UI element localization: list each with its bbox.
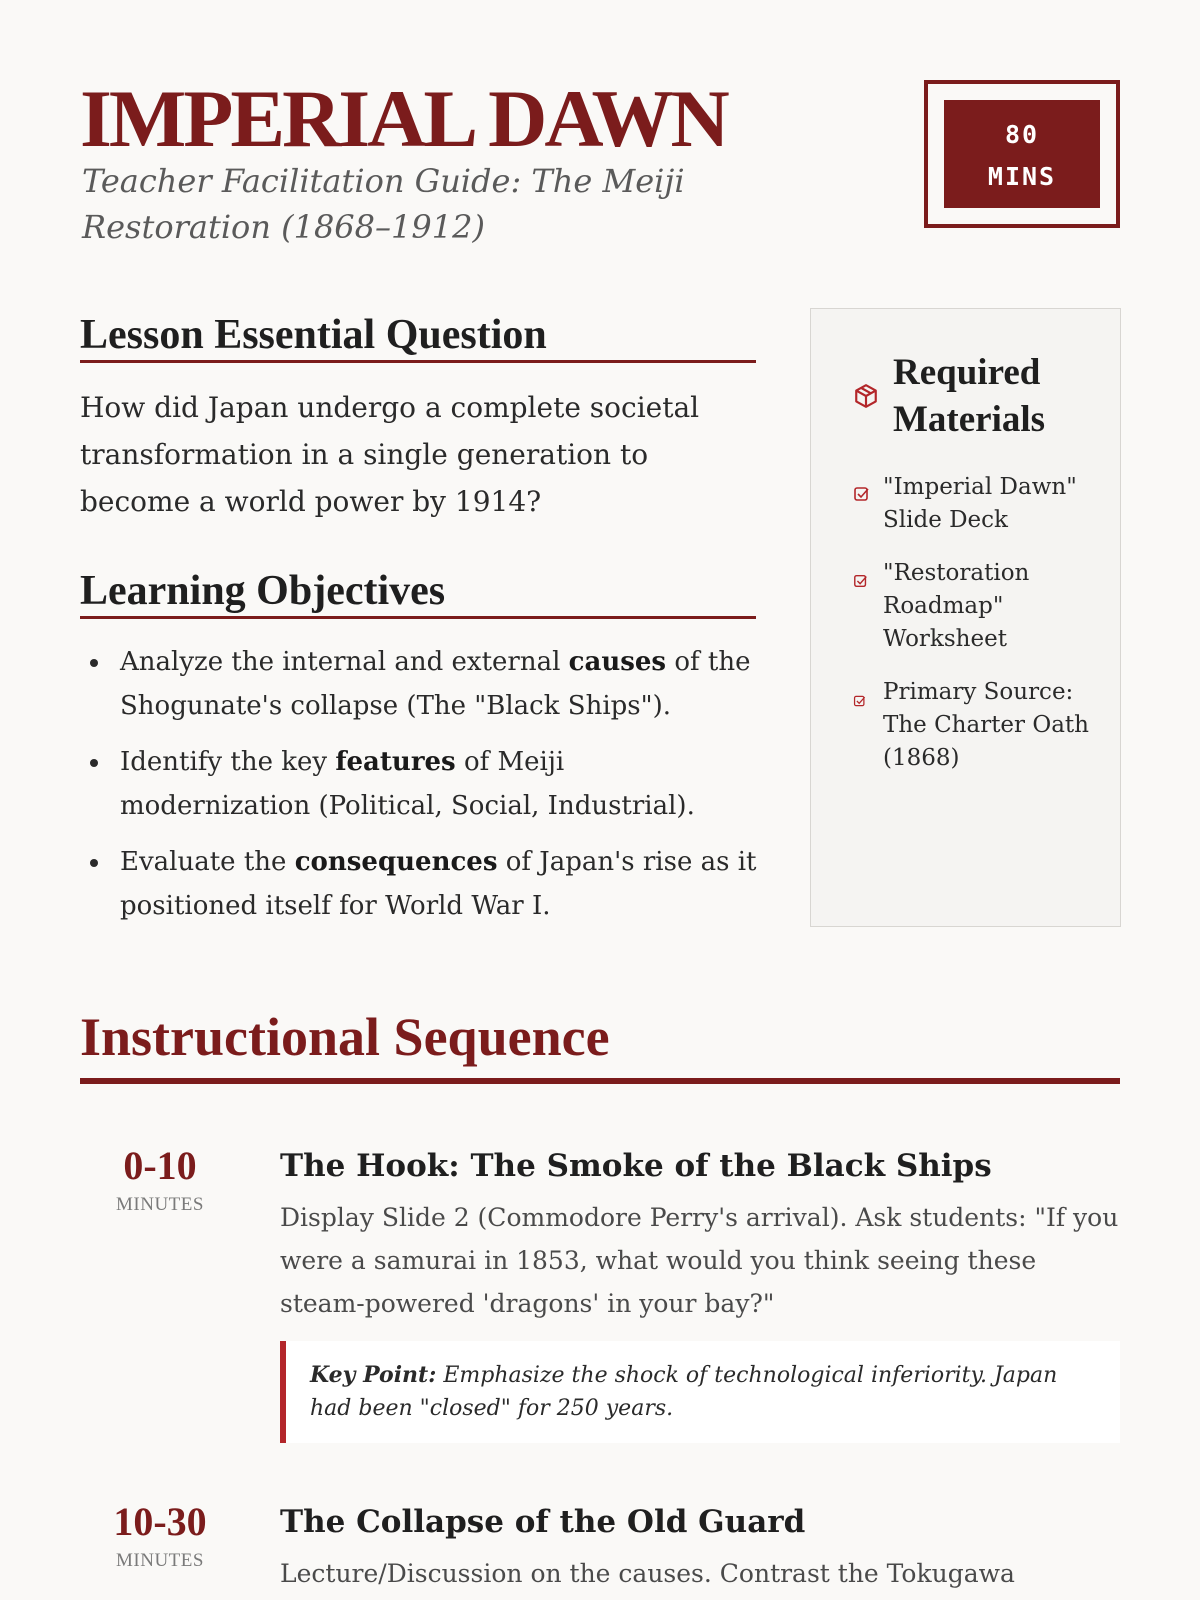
checkbox-icon <box>853 480 871 498</box>
step-time-unit: MINUTES <box>116 1550 204 1571</box>
step-title: The Hook: The Smoke of the Black Ships <box>280 1148 992 1184</box>
step-time-unit: MINUTES <box>116 1194 204 1215</box>
material-label: "Imperial Dawn" Slide Deck <box>883 474 1077 533</box>
step-body <box>280 1146 1120 1443</box>
step-body <box>280 1502 1120 1595</box>
objective-keyword: features <box>335 747 456 777</box>
material-label: Primary Source: The Charter Oath (1868) <box>883 679 1089 771</box>
learning-objectives-heading: Learning Objectives <box>80 570 756 619</box>
duration-value: 80 <box>1004 120 1040 149</box>
materials-heading: Required Materials <box>893 352 1046 440</box>
essential-question-heading: Lesson Essential Question <box>80 314 756 363</box>
objective-item <box>80 640 760 728</box>
step-description: Lecture/Discussion on the causes. Contrast the Tokugawa <box>280 1559 1015 1588</box>
objective-item <box>80 840 760 928</box>
objective-keyword: causes <box>568 647 667 677</box>
objective-keyword: consequences <box>294 847 498 877</box>
materials-list <box>853 471 1093 795</box>
instructional-sequence-heading: Instructional Sequence <box>80 1010 1120 1084</box>
checkbox-icon <box>853 685 871 703</box>
objective-text: Identify the key <box>120 747 336 777</box>
objective-text: of Meiji modernization (Political, Social, Industrial). <box>120 747 695 821</box>
essential-question-text: How did Japan undergo a complete societal transformation in a single generation to become a world power by 1914? <box>80 391 700 518</box>
required-materials-panel <box>810 308 1121 927</box>
objective-item <box>80 740 760 828</box>
page-title: IMPERIAL DAWN <box>80 73 727 164</box>
step-time-range: 10-30 <box>113 1499 207 1544</box>
material-label: "Restoration Roadmap" Worksheet <box>883 560 1030 652</box>
objective-text: Evaluate the <box>120 847 295 877</box>
material-item <box>853 557 1093 656</box>
key-point-label: Key Point: <box>310 1362 437 1388</box>
package-icon <box>853 383 879 409</box>
key-point-text: Emphasize the shock of technological inferiority. Japan had been "closed" for 250 years. <box>310 1363 1058 1421</box>
checkbox-icon <box>853 566 871 584</box>
objectives-list <box>80 640 760 940</box>
objective-text: Analyze the internal and external <box>120 647 569 677</box>
duration-unit: MINS <box>987 162 1057 191</box>
material-item <box>853 676 1093 775</box>
step-time <box>80 1499 240 1572</box>
step-title: The Collapse of the Old Guard <box>280 1504 806 1540</box>
page-subtitle: Teacher Facilitation Guide: The Meiji Restoration (1868–1912) <box>82 162 685 246</box>
material-item <box>853 471 1093 537</box>
objective-text: of Japan's rise as it positioned itself for World War I. <box>120 847 757 921</box>
step-time <box>80 1143 240 1216</box>
objective-text: of the Shogunate's collapse (The "Black Ships"). <box>120 647 751 721</box>
step-description: Display Slide 2 (Commodore Perry's arrival). Ask students: "If you were a samurai in 1853, what would you think seeing these steam-powered 'dragons' in your bay?" <box>280 1203 1119 1318</box>
duration-badge <box>924 80 1120 228</box>
key-point-callout <box>280 1341 1120 1443</box>
step-time-range: 0-10 <box>123 1143 197 1188</box>
duration-badge-inner <box>944 100 1100 208</box>
